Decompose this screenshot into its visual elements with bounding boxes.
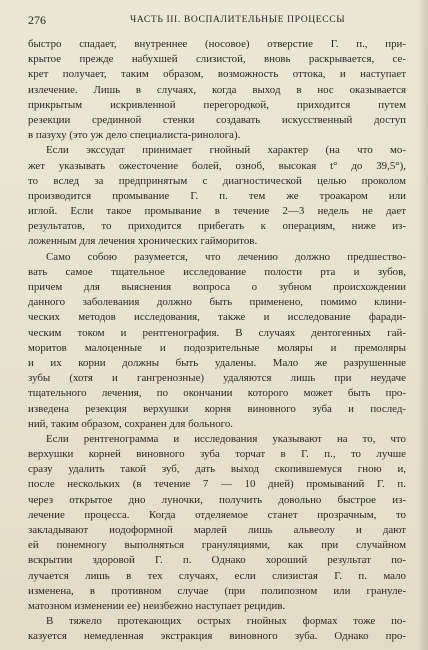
text-line: Само собою разумеется, что лечению должно предшество- [46, 250, 406, 263]
paragraph [28, 37, 406, 143]
text-line: иглой. Если такое промывание в течение 2—3 недель не дает [28, 205, 406, 218]
text-line: Если рентгенограмма и исследования указывают на то, что [46, 432, 406, 445]
text-line: ний, таким образом, сохранен для больного. [28, 417, 234, 430]
text-line: результатов, то приходится прибегать к операциям, ниже из- [28, 220, 406, 233]
text-line: зубы (хотя и гангренозные) удаляются лишь при неудаче [28, 372, 406, 385]
text-line: через открытое дно луночки, получить довольно быстрое из- [28, 493, 406, 506]
page-number: 276 [28, 13, 46, 27]
text-line: ей понемногу выполняться грануляциями, как при случайном [28, 539, 406, 552]
text-line: причем для выяснения вопроса о зубном происхождении [28, 281, 406, 293]
text-line: жет указывать ожесточение болей, озноб, высокая t° до 39,5°), [28, 159, 406, 172]
text-line: казуется немедленная экстракция виновного зуба. Однако про- [28, 630, 406, 643]
text-line: производится промывание Г. п. тем же троакаром или [28, 189, 406, 202]
text-line: ложенным для лечения хронических гайморитов. [28, 235, 258, 248]
paragraph [28, 614, 406, 644]
text-line: В тяжело протекающих острых гнойных формах тоже по- [46, 615, 406, 628]
text-line: то вслед за предпринятым с диагностической целью проколом [28, 174, 406, 187]
text-line: и их корни должны быть удалены. Мало же разрушенные [28, 356, 406, 369]
text-line: ческих методов исследования, также и исследование фаради- [28, 311, 406, 324]
text-line: верхушки корней виновного зуба торчат в Г. п., то лучше [28, 448, 406, 461]
paragraph [28, 432, 406, 614]
body-text [28, 37, 406, 645]
text-line: моритов малоценные и подозрительные моляры и премоляры [28, 341, 406, 354]
text-line: изменена, в противном случае (при полипозном или грануле- [28, 584, 406, 597]
text-line: изведена резекция верхушки корня виновного зуба и послед- [28, 402, 406, 415]
text-line: крет получает, таким образом, возможность оттока, и наступает [28, 68, 406, 81]
text-line: после нескольких (в течение 7 — 10 дней) промываний Г. п. [28, 478, 406, 491]
paragraph [28, 143, 406, 249]
page-header [28, 12, 406, 28]
running-head: ЧАСТЬ III. ВОСПАЛИТЕЛЬНЫЕ ПРОЦЕССЫ [130, 14, 346, 25]
text-line: крытое прежде набухшей слизистой, вновь раскрывается, се- [28, 53, 406, 66]
text-line: матозном изменении ее) неизбежно наступает рецидив. [28, 599, 286, 612]
page-edge-shadow [418, 0, 428, 650]
text-line: закладывают иодоформной марлей лишь альвеолу и дают [28, 524, 406, 536]
text-line: быстро спадает, внутреннее (носовое) отверстие Г. п., при- [28, 38, 406, 50]
text-line: вскрытии здоровой Г. п. Однако хороший результат по- [28, 554, 406, 567]
text-line: ческим током и рентгенография. В случаях дентогенных гай- [28, 326, 406, 339]
text-line: сразу удалить такой зуб, дать выход скопившемуся гною и, [28, 463, 406, 476]
text-line: в пазуху (это уж дело специалиста-ринолога). [28, 129, 241, 142]
text-line: тщательного лечения, по окончании которого может быть про- [28, 387, 406, 400]
text-line: вать самое тщательное исследование полости рта и зубов, [28, 265, 406, 278]
text-line: резекции срединной стенки создавать искусственный доступ [28, 113, 406, 126]
text-line: данного заболевания должно быть применено, помимо клини- [28, 296, 406, 309]
text-line: излечение. Лишь в случаях, когда выход в нос оказывается [28, 83, 406, 96]
text-line: прикрытым искривленной перегородкой, приходится путем [28, 98, 406, 111]
text-line: лучается лишь в тех случаях, если слизистая Г. п. мало [28, 569, 406, 582]
paragraph [28, 250, 406, 432]
text-line: Если экссудат принимает гнойный характер (на что мо- [46, 144, 406, 157]
text-line: лечение процесса. Когда отделяемое станет прозрачным, то [28, 508, 406, 521]
